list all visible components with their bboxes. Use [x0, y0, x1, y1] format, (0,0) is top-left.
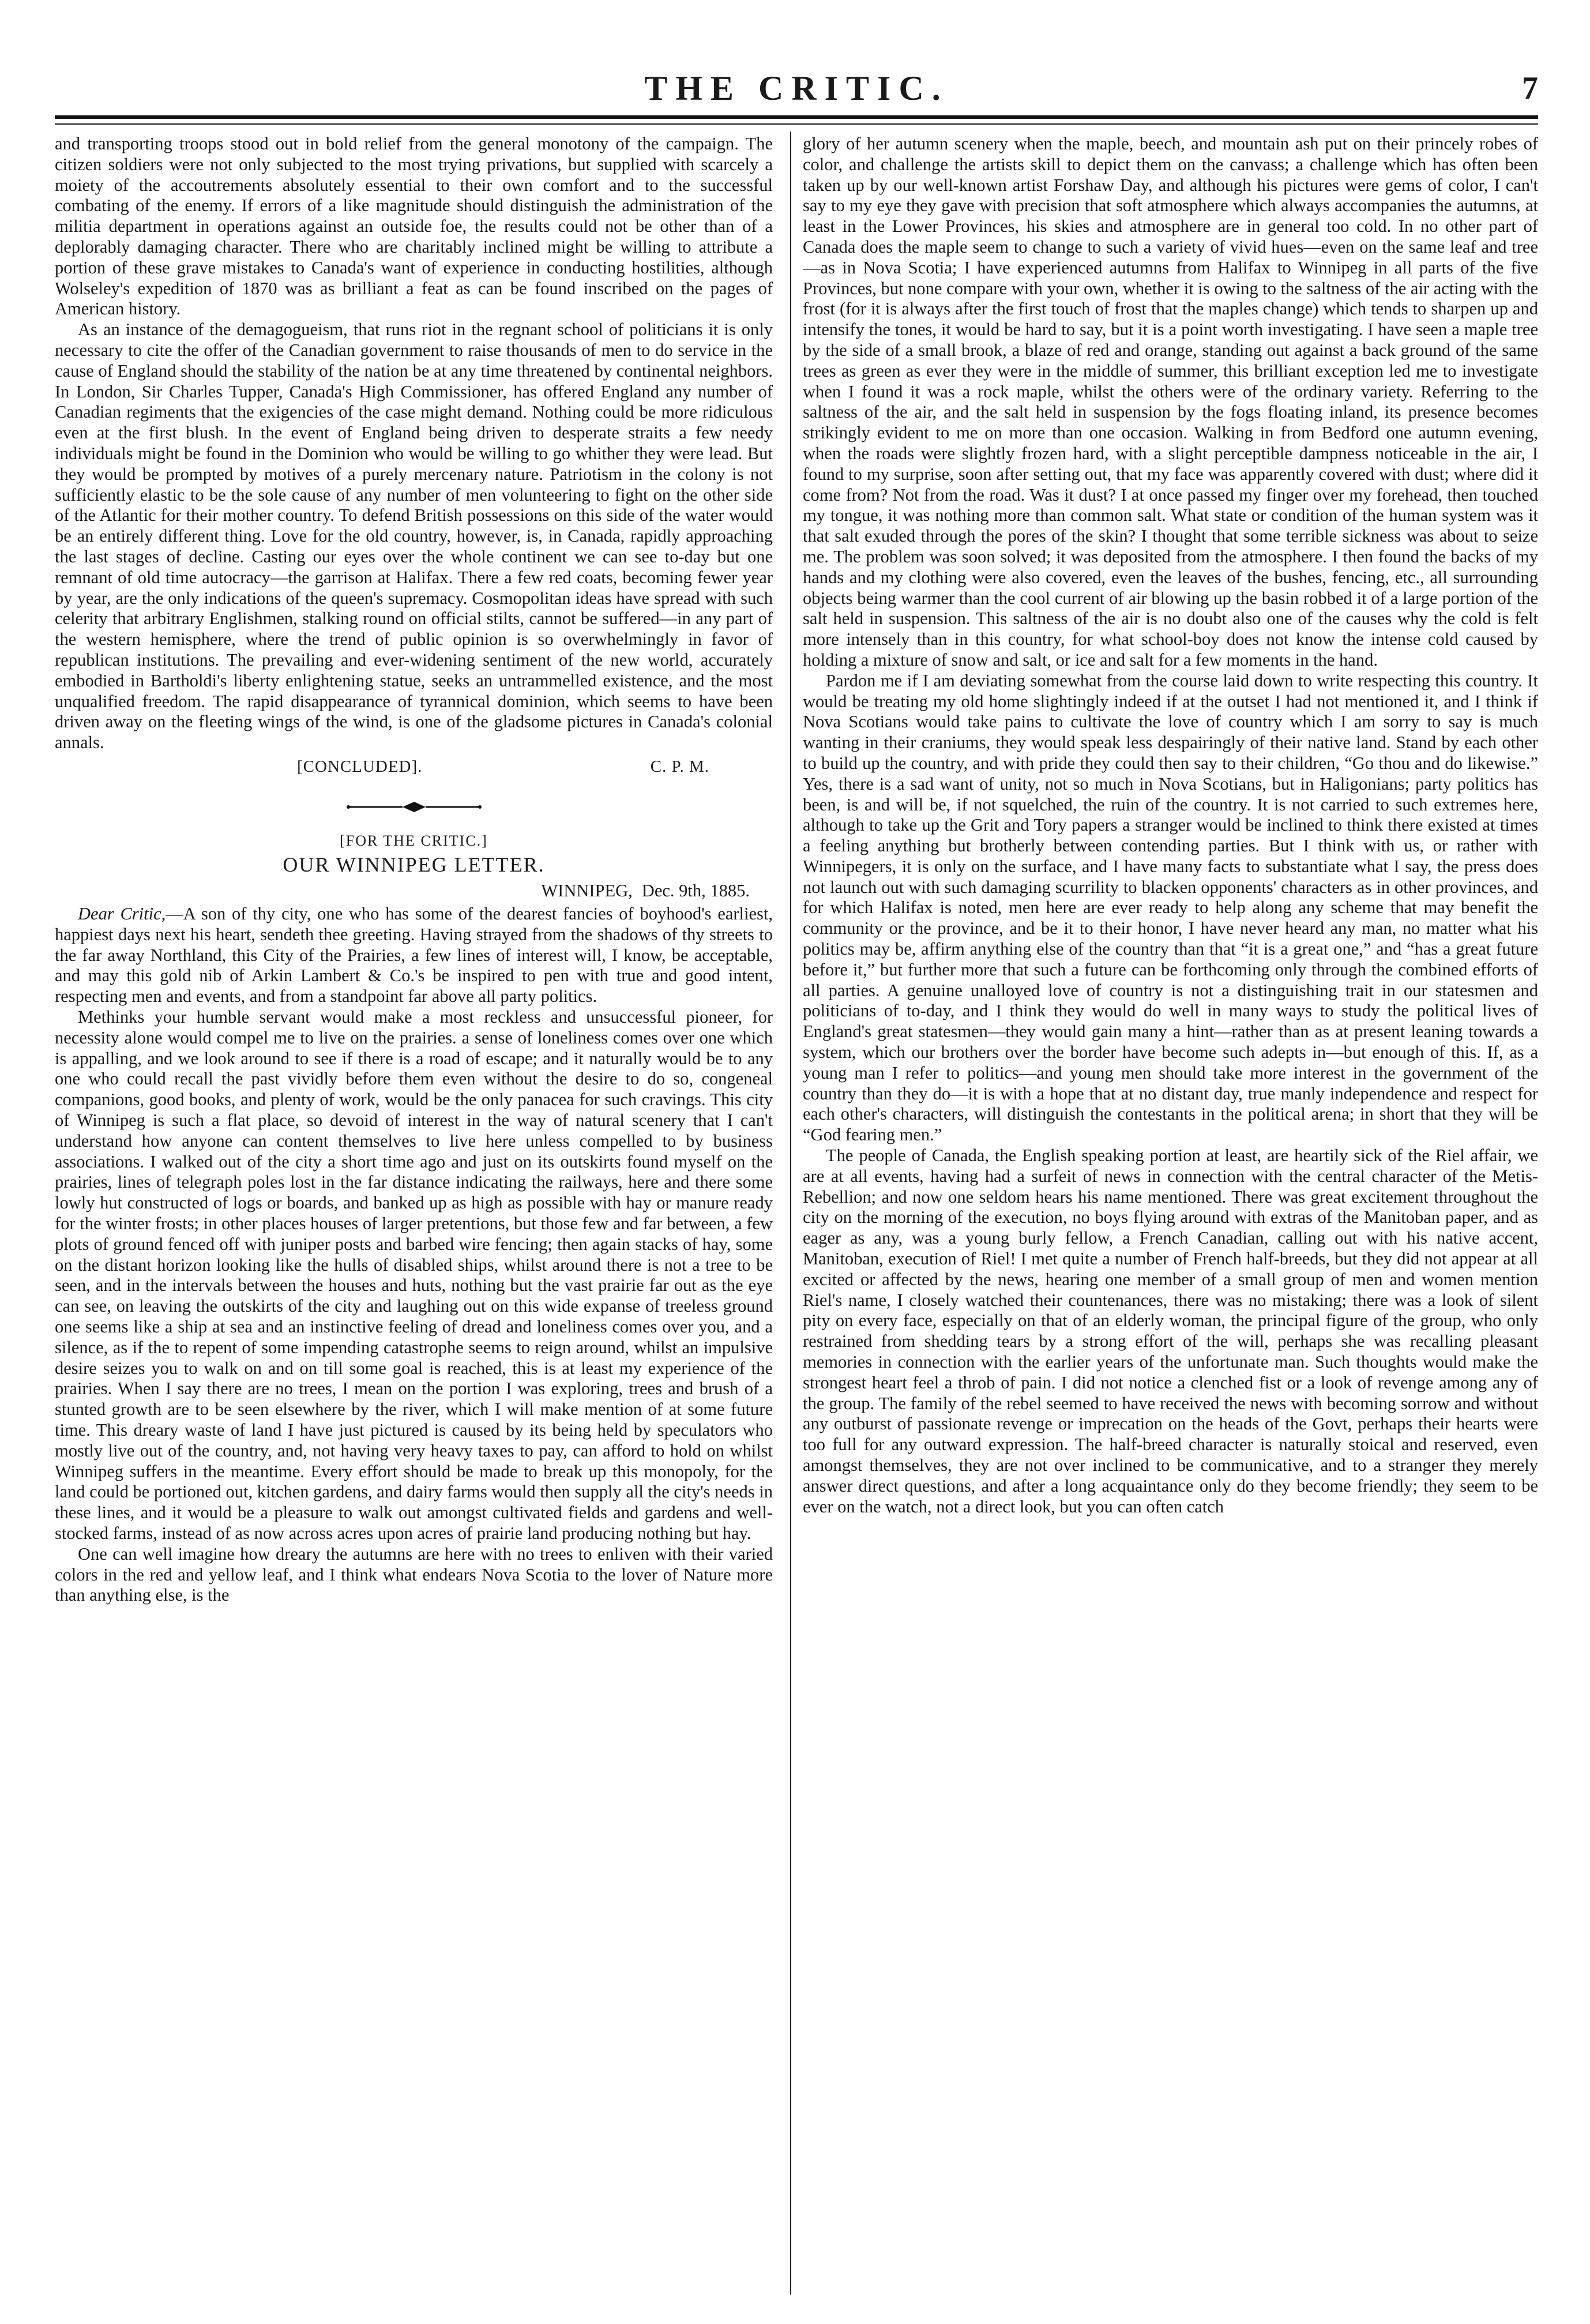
- salutation: Dear Critic,: [78, 904, 166, 924]
- for-critic-label: [FOR THE CRITIC.]: [340, 832, 488, 849]
- right-column: [803, 134, 1538, 2303]
- left-column: [55, 134, 773, 2303]
- page-number: 7: [1522, 70, 1538, 106]
- header-rule-thin: [55, 123, 1538, 125]
- dateline: [55, 881, 773, 902]
- header-rule-thick: [55, 115, 1538, 119]
- section-ornament: [55, 801, 773, 813]
- paragraph: One can well imagine how dreary the autumns are here with no trees to enliven with their varied colors in the red and yellow leaf, and I think what endears Nova Scotia to the lover of Nature more than anything else, is the: [55, 1544, 773, 1605]
- author-signature: C. P. M.: [650, 757, 709, 776]
- paragraph: Pardon me if I am deviating somewhat from the course laid down to write respecting this country. It would be treating my old home slightingly indeed if at the outset I had not mentioned it, and I think if Nova Scotians would take pains to cultivate the love of country which I am sorry to say is much wanting in their craniums, they would speak less despairingly of their native land. Stand by each other to build up the country, and with pride they could then say to their children, “Go thou and do likewise.” Yes, there is a sad want of unity, not so much in Nova Scotians, but in Haligonians; party politics has been, is and will be, if not squelched, the ruin of the country. It is not carried to such extremes here, although to take up the Grit and Tory papers a stranger would be inclined to think there existed at times a feeling anything but brotherly between contending parties. But I think with us, or rather with Winnipegers, it is only on the surface, and I have many facts to substantiate what I say, the press does not launch out with such damaging scurrility to blacken opponents' characters as in other provinces, and for which Halifax is noted, men here are ever ready to help along any scheme that may benefit the community or the province, and be it to their honor, I have never heard any man, no matter what his politics may be, affirm anything else of the country than that “it is a great one,” and “has a great future before it,” but further more that such a future can be forthcoming only through the combined efforts of all parties. A genuine unalloyed love of country is not a distinguishing trait in our statesmen and politicians of to-day, and I think they would do well in many ways to study the political lives of England's great statesmen—they would gain many a hint—rather than as at present leaning towards a system, which our brothers over the border have become such adepts in—but enough of this. If, as a young man I refer to politics—and young men should take more interest in the government of the country than they do—it is with a hope that at no distant day, true manly independence and respect for each other's characters, will distinguish the contestants in the political arena; in short that they will be “God fearing men.”: [803, 670, 1538, 1145]
- article-title: OUR WINNIPEG LETTER.: [283, 853, 545, 876]
- paragraph: Methinks your humble servant would make a most reckless and unsuccessful pioneer, for necessity alone would compel me to live on the prairies. a sense of loneliness comes over one which is appalling, and we look around to see if there is a road of escape; and it naturally would be to any one who could recall the past vividly before them even without the desire to do so, congeneal companions, good books, and plenty of work, would be the only panacea for such cravings. This city of Winnipeg is such a flat place, so devoid of interest in the way of natural scenery that I can't understand how anyone can content themselves to live here unless compelled to by business associations. I walked out of the city a short time ago and just on its outskirts found myself on the prairies, lines of telegraph poles lost in the far distance indicating the railways, here and there some lowly hut constructed of logs or boards, and banked up as high as possible with hay or manure ready for the winter frosts; in other places houses of larger pretentions, but those few and far between, a few plots of ground fenced off with juniper posts and barbed wire fencing; then again stacks of hay, some on the distant horizon looking like the hulls of disabled ships, whilst around there is not a tree to be seen, and in the intervals between the houses and huts, nothing but the vast prairie far out as the eye can see, on leaving the outskirts of the city and laughing out on this wide expanse of treeless ground one seems like a ship at sea and an instinctive feeling of dread and loneliness comes over you, and a silence, as if the to repent of some impending catastrophe seems to reign around, whilst an impulsive desire seizes you to walk on and on till some goal is reached, this is at least my experience of the prairies. When I say there are no trees, I mean on the portion I was exploring, trees and brush of a stunted growth are to be seen elsewhere by the river, which I will make mention of at some future time. This dreary waste of land I have just pictured is caused by its being held by speculators who mostly live out of the country, and, not having very heavy taxes to pay, can afford to hold on whilst Winnipeg suffers in the meantime. Every effort should be made to break up this monopoly, for the land could be portioned out, kitchen gardens, and dairy farms would then supply all the city's needs in these lines, and it would be a pleasure to walk out amongst cultivated fields and gardens and well-stocked farms, instead of as now across acres upon acres of prairie land producing nothing but hay.: [55, 1007, 773, 1543]
- ornament-rule-icon: [345, 801, 483, 813]
- paragraph-text: —A son of thy city, one who has some of the dearest fancies of boyhood's earliest, happiest days next his heart, sendeth thee greeting. Having strayed from the shadows of thy streets to the far away Northland, this City of the Prairies, a few lines of interest will, I know, be acceptable, and may this gold nib of Arkin Lambert & Co.'s be inspired to pen with true and good intent, respecting men and events, and from a standpoint far above all party politics.: [55, 904, 773, 1007]
- newspaper-title: THE CRITIC.: [644, 69, 949, 107]
- paragraph: and transporting troops stood out in bold relief from the general monotony of the campaign. The citizen soldiers were not only subjected to the most trying privations, but supplied with scarcely a moiety of the accoutrements absolutely essential to their own comfort and to the successful combating of the enemy. If errors of a like magnitude should distinguish the administration of the militia department in operations against an outside foe, the results could not be other than of a deplorably damaging character. There who are charitably inclined might be willing to attribute a portion of these grave mistakes to Canada's want of experience in conducting hostilities, although Wolseley's expedition of 1870 was as brilliant a feat as can be found inscribed on the pages of American history.: [55, 134, 773, 319]
- concluded-label: [CONCLUDED].: [297, 757, 423, 776]
- paragraph: [55, 904, 773, 1007]
- paragraph: As an instance of the demagogueism, that runs riot in the regnant school of politicians it is only necessary to cite the offer of the Canadian government to raise thousands of men to do service in the cause of England should the stability of the nation be at any time threatened by continental neighbors. In London, Sir Charles Tupper, Canada's High Commissioner, has offered England any number of Canadian regiments that the exigencies of the case might demand. Nothing could be more ridiculous even at the first blush. In the event of England being driven to desperate straits a few needy individuals might be found in the Dominion who would be willing to go whither they were lead. But they would be prompted by motives of a purely mercenary nature. Patriotism in the colony is not sufficiently elastic to be the sole cause of any number of men volunteering to fight on the other side of the Atlantic for their mother country. To defend British possessions on this side of the water would be an entirely different thing. Love for the old country, however, is, in Canada, rapidly approaching the last stages of decline. Casting our eyes over the whole continent we can see to-day but one remnant of old time autocracy—the garrison at Halifax. There a few red coats, becoming fewer year by year, are the only indications of the queen's supremacy. Cosmopolitan ideas have spread with such celerity that arbitrary Englishmen, stalking round on official stilts, cannot be suffered—in any part of the western hemisphere, where the trend of public opinion is so overwhelmingly in favor of republican institutions. The prevailing and ever-widening sentiment of the new world, accurately embodied in Bartholdi's liberty enlightening statue, seeks an untrammelled existence, and the most unqualified freedom. The rapid disappearance of tyrannical dominion, which seems to have been driven away on the fleeting wings of the wind, is one of the gladsome pictures in Canada's colonial annals.: [55, 320, 773, 753]
- masthead: [55, 68, 1538, 108]
- column-divider: [790, 132, 791, 2295]
- dateline-date: Dec. 9th, 1885.: [641, 881, 750, 901]
- paragraph: glory of her autumn scenery when the maple, beech, and mountain ash put on their princely robes of color, and challenge the artists skill to depict them on the canvass; a challenge which has often been taken up by our well-known artist Forshaw Day, and although his pictures were gems of color, I can't say to my eye they gave with precision that soft atmosphere which always accompanies the autumns, at least in the Lower Provinces, his skies and atmosphere are in general too cold. In no other part of Canada does the maple seem to change to such a variety of vivid hues—even on the same leaf and tree—as in Nova Scotia; I have experienced autumns from Halifax to Winnipeg in all parts of the five Provinces, but none compare with your own, whether it is owing to the saltness of the air acting with the frost (for it is always after the first touch of frost that the maples change) which tends to sharpen up and intensify the tones, it would be hard to say, but it is a point worth investigating. I have seen a maple tree by the side of a small brook, a blaze of red and orange, standing out against a back ground of the same trees as green as ever they were in the middle of summer, this brilliant exception led me to investigate when I found it was a rock maple, whilst the others were of the ordinary variety. Referring to the saltness of the air, and the salt held in suspension by the fogs floating inland, its presence becomes strikingly evident to me on more than one occasion. Walking in from Bedford one autumn evening, when the roads were slightly frozen hard, with a slight perceptible dampness noticeable in the air, I found to my surprise, soon after setting out, that my face was apparently covered with dust; where did it come from? Not from the road. Was it dust? I at once passed my finger over my forehead, then touched my tongue, it was nothing more than common salt. What state or condition of the human system was it that salt exuded through the pores of the skin? I thought that some terrible sickness was about to seize me. The problem was soon solved; it was deposited from the atmosphere. I then found the backs of my hands and my clothing were also covered, even the leaves of the bushes, fencing, etc., all surrounding objects being warmer than the cool current of air blowing up the basin robbed it of a large portion of the salt held in suspension. This saltness of the air is no doubt also one of the causes why the cold is felt more intensely than in this country, for what school-boy does not know the intense cold caused by holding a mixture of snow and salt, or ice and salt for a few moments in the hand.: [803, 134, 1538, 670]
- dateline-place: WINNIPEG,: [541, 881, 633, 901]
- article-end: [55, 753, 773, 778]
- paragraph: The people of Canada, the English speaking portion at least, are heartily sick of the Riel affair, we are at all events, having had a surfeit of news in connection with the central character of the Metis-Rebellion; and now one seldom hears his name mentioned. There was great excitement throughout the city on the morning of the execution, no boys flying around with extras of the Manitoban paper, and as eager as any, was a young burly fellow, a French Canadian, calling out with his native accent, Manitoban, execution of Riel! I met quite a number of French half-breeds, but they did not appear at all excited or affected by the news, hearing one member of a small group of men and women mention Riel's name, I closely watched their countenances, there was no mistaking; there was a look of silent pity on every face, especially on that of an elderly woman, the principal figure of the group, who only restrained from shedding tears by a strong effort of the will, perhaps she was recalling pleasant memories in connection with the earlier years of the unfortunate man. Such thoughts would make the strongest heart feel a throb of pain. I did not notice a clenched fist or a look of revenge among any of the group. The family of the rebel seemed to have received the news with becoming sorrow and without any outburst of passionate revenge or imprecation on the heads of the Govt, perhaps their hearts were too full for any outward expression. The half-breed character is naturally stoical and reserved, even amongst themselves, they are not over inclined to be communicative, and to a stranger they merely answer direct questions, and after a long acquaintance only do they become friendly; they seem to be ever on the watch, not a direct look, but you can often catch: [803, 1146, 1538, 1516]
